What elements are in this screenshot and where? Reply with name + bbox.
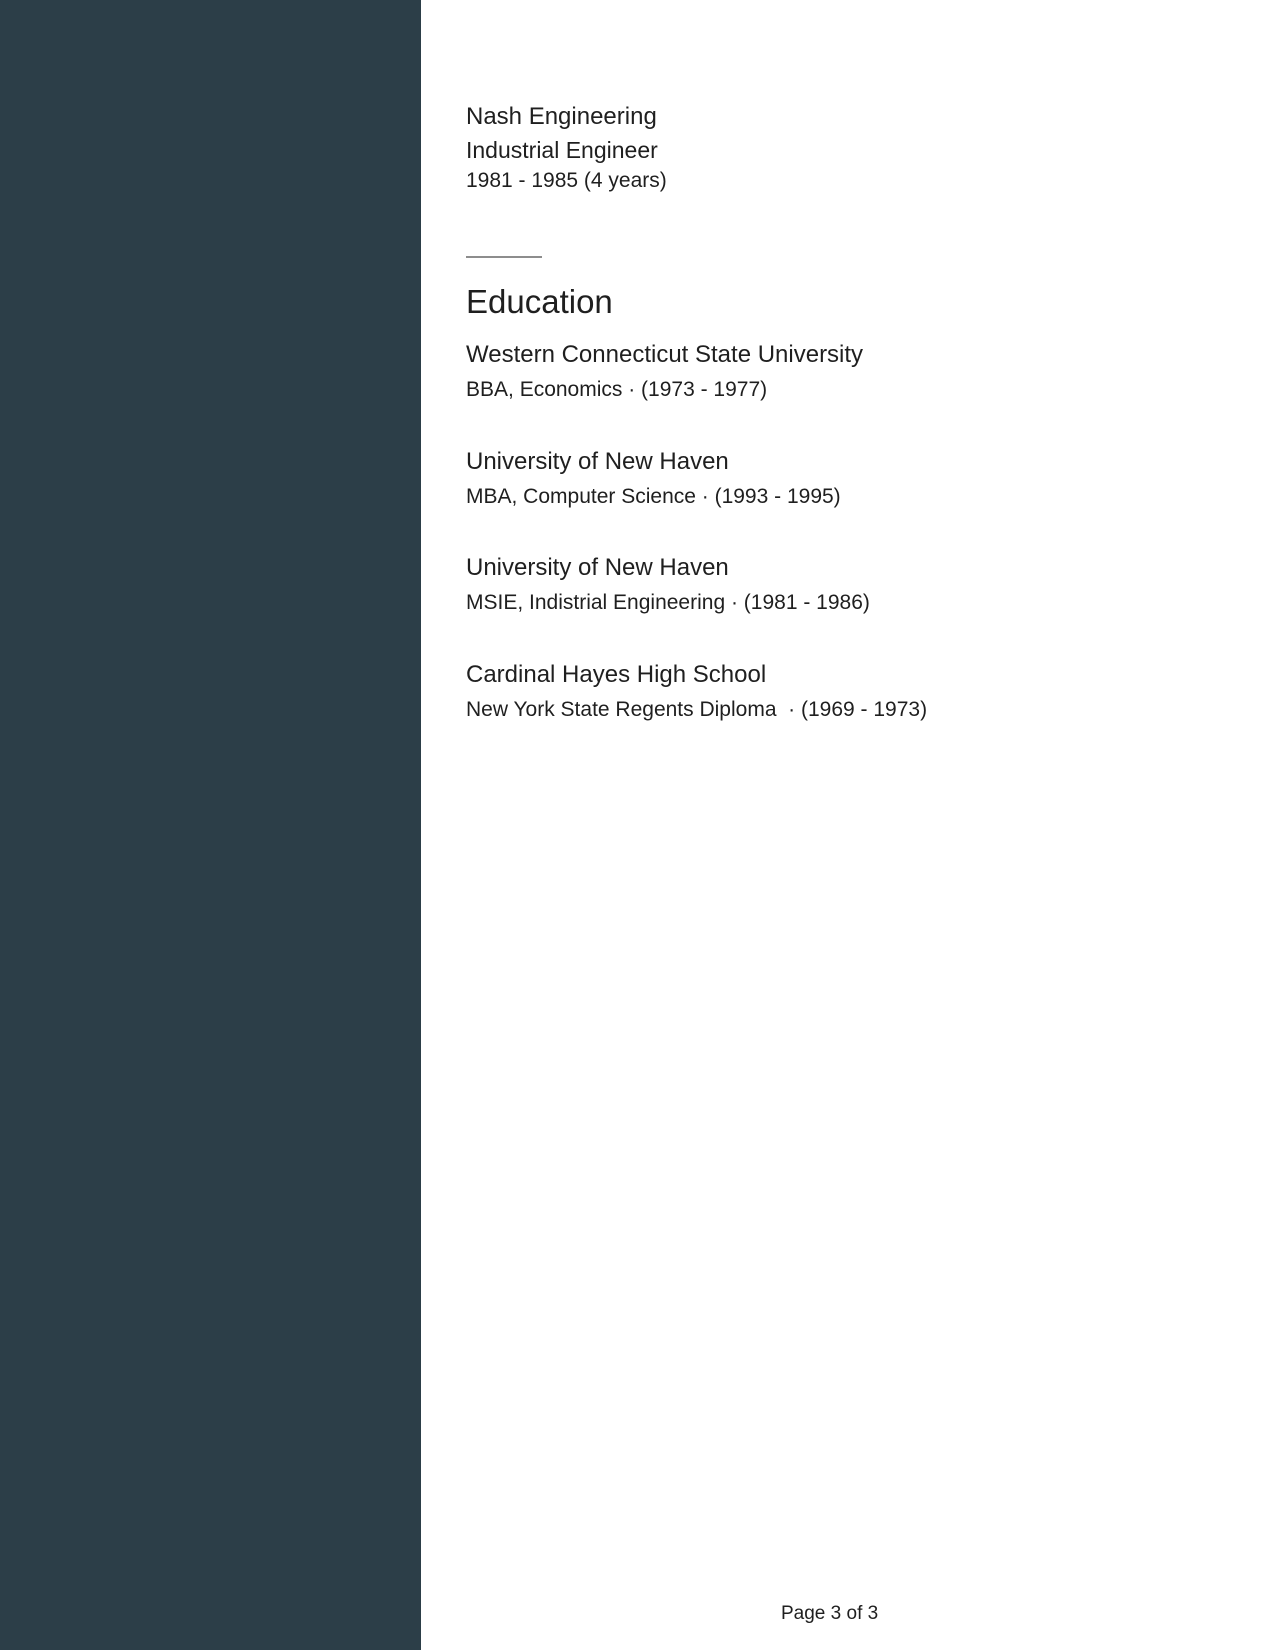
education-degree: BBA, Economics · (1973 - 1977) <box>466 378 768 401</box>
education-school: Western Connecticut State University <box>466 341 864 368</box>
section-divider <box>466 256 542 258</box>
education-entry <box>466 445 1226 512</box>
education-school: University of New Haven <box>466 554 729 581</box>
sidebar-panel <box>0 0 421 1650</box>
education-heading: Education <box>466 283 613 320</box>
page-number: Page 3 of 3 <box>781 1603 879 1624</box>
education-school: University of New Haven <box>466 448 729 475</box>
education-degree: MSIE, Indistrial Engineering · (1981 - 1986) <box>466 591 870 614</box>
education-entry <box>466 551 1226 618</box>
experience-company: Nash Engineering <box>466 103 657 130</box>
experience-entry <box>466 100 1166 196</box>
experience-dates: 1981 - 1985 (4 years) <box>466 169 667 192</box>
education-degree: New York State Regents Diploma · (1969 - 1973) <box>466 698 928 721</box>
experience-role: Industrial Engineer <box>466 137 658 163</box>
education-entry <box>466 338 1226 405</box>
education-entry <box>466 658 1226 725</box>
education-school: Cardinal Hayes High School <box>466 661 767 688</box>
education-degree: MBA, Computer Science · (1993 - 1995) <box>466 485 841 508</box>
